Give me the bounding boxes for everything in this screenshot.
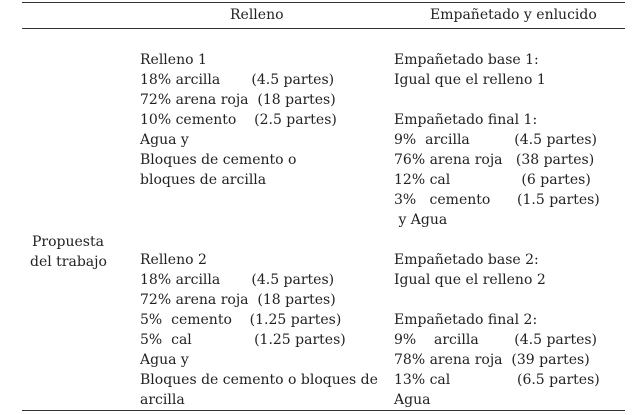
column-header-empanetado: Empañetado y enlucido xyxy=(430,7,597,23)
relleno-2-cell xyxy=(140,250,378,410)
cell-line: 76% arena roja (38 partes) xyxy=(394,152,595,168)
cell-line: 78% arena roja (39 partes) xyxy=(394,352,590,368)
cell-line: 72% arena roja (18 partes) xyxy=(140,292,336,308)
cell-line: 10% cemento (2.5 partes) xyxy=(140,112,337,128)
cell-line: Bloques de cemento o bloques de xyxy=(140,372,378,388)
cell-line: 12% cal (6 partes) xyxy=(394,172,591,188)
bottom-rule xyxy=(22,410,625,411)
cell-line: 18% arcilla (4.5 partes) xyxy=(140,272,335,288)
cell-line: Agua y xyxy=(140,352,189,368)
cell-line: Empañetado base 1: xyxy=(394,52,539,68)
cell-line: 5% cal (1.25 partes) xyxy=(140,332,346,348)
cell-line: 9% arcilla (4.5 partes) xyxy=(394,332,598,348)
empanetado-1-cell xyxy=(394,50,600,230)
cell-line: 18% arcilla (4.5 partes) xyxy=(140,72,335,88)
relleno-1-cell xyxy=(140,50,337,190)
cell-line: 72% arena roja (18 partes) xyxy=(140,92,336,108)
row-stub xyxy=(30,232,107,272)
cell-line: 9% arcilla (4.5 partes) xyxy=(394,132,598,148)
cell-line: 3% cemento (1.5 partes) xyxy=(394,192,600,208)
stub-line: Propuesta xyxy=(32,234,104,250)
stub-line: del trabajo xyxy=(30,254,107,270)
cell-line: Agua xyxy=(394,392,431,408)
cell-line: Empañetado base 2: xyxy=(394,252,539,268)
cell-line: Igual que el relleno 2 xyxy=(394,272,546,288)
cell-line: bloques de arcilla xyxy=(140,172,267,188)
cell-line: Igual que el relleno 1 xyxy=(394,72,546,88)
cell-line: Relleno 2 xyxy=(140,252,207,268)
cell-line: 13% cal (6.5 partes) xyxy=(394,372,600,388)
column-header-relleno: Relleno xyxy=(230,7,284,23)
cell-line: y Agua xyxy=(394,212,448,228)
top-rule xyxy=(22,2,625,3)
cell-line: Empañetado final 1: xyxy=(394,112,538,128)
cell-line: arcilla xyxy=(140,392,185,408)
cell-line: Relleno 1 xyxy=(140,52,207,68)
cell-line: 5% cemento (1.25 partes) xyxy=(140,312,342,328)
cell-line: Agua y xyxy=(140,132,189,148)
header-rule xyxy=(22,28,625,29)
empanetado-2-cell xyxy=(394,250,600,410)
cell-line: Empañetado final 2: xyxy=(394,312,538,328)
cell-line: Bloques de cemento o xyxy=(140,152,297,168)
